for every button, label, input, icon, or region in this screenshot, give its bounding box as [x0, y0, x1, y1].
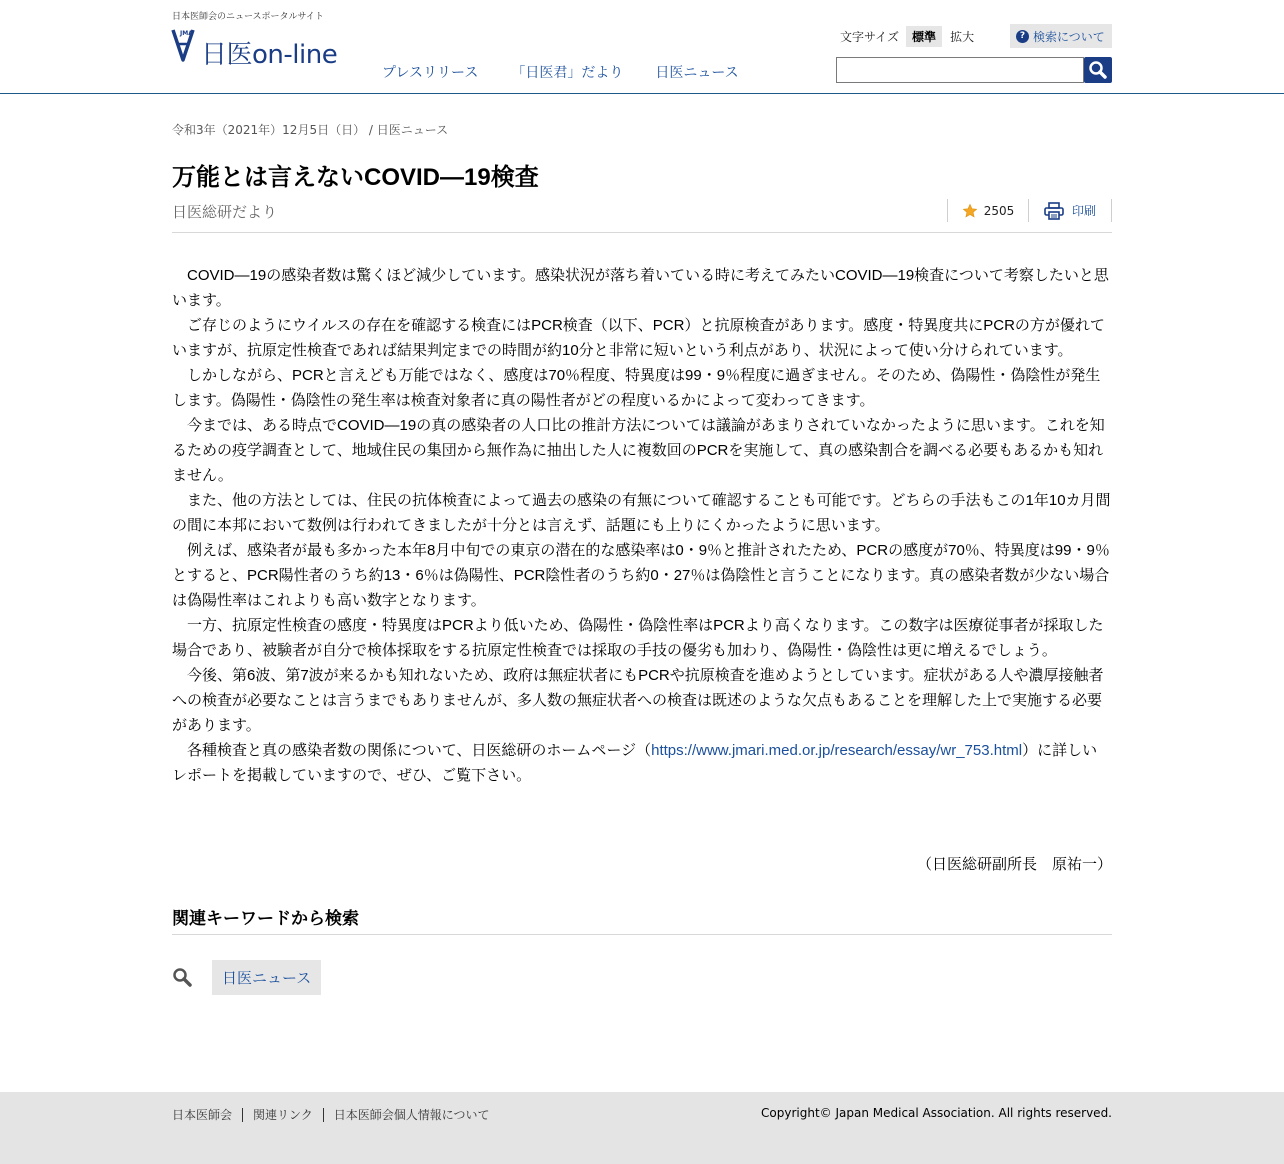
svg-text:JMA: JMA	[180, 30, 193, 37]
jma-logo-icon	[171, 26, 201, 66]
article-title: 万能とは言えないCOVID―19検査	[172, 164, 539, 191]
article-paragraph	[172, 738, 1112, 788]
font-size-standard-button[interactable]: 標準	[906, 26, 942, 47]
footer-links	[172, 1106, 490, 1123]
nav-press-release[interactable]: プレスリリース	[382, 65, 479, 81]
keyword-heading: 関連キーワードから検索	[172, 909, 359, 928]
search-button[interactable]	[1084, 57, 1112, 83]
article-category: 日医総研だより	[172, 203, 278, 221]
font-size-switcher	[840, 26, 974, 47]
article-body	[172, 263, 1112, 788]
article-meta	[947, 199, 1112, 222]
footer-link-privacy[interactable]: 日本医師会個人情報について	[333, 1108, 490, 1122]
search-input[interactable]	[837, 58, 1083, 82]
star-icon	[962, 203, 978, 219]
nav-nichii-news[interactable]: 日医ニュース	[655, 65, 739, 81]
article-paragraph: 例えば、感染者が最も多かった本年8月中旬での東京の潜在的な感染率は0・9％と推計されたため、PCRの感度が70％、特異度は99・9％とすると、PCR陽性者のうち約13・6％は偽陽性、PCR陰性者のうち約0・27％は偽陰性と言うことになります。真の感染者数が少ない場合は偽陽性率はこれよりも高い数字となります。	[172, 542, 1110, 609]
paragraph-text: ）に詳しいレポートを掲載していますので、ぜひ、ご覧下さい。	[172, 742, 1098, 784]
footer-divider	[323, 1108, 324, 1122]
search-help-link[interactable]	[1010, 24, 1112, 48]
footer-link-jma[interactable]: 日本医師会	[172, 1108, 233, 1122]
article-paragraph: 今後、第6波、第7波が来るかも知れないため、政府は無症状者にもPCRや抗原検査を進めようとしています。症状がある人や濃厚接触者への検査が必要なことは言うまでもありませんが、多人数の無症状者への検査は既述のような欠点もあることを理解した上で実施する必要があります。	[172, 667, 1104, 734]
printer-icon	[1044, 202, 1064, 220]
font-size-large-button[interactable]: 拡大	[950, 30, 975, 44]
article-paragraph: COVID―19の感染者数は驚くほど減少しています。感染状況が落ち着いている時に考えてみたいCOVID―19検査について考察したいと思います。	[172, 267, 1109, 309]
copyright: Copyright© Japan Medical Association. All rights reserved.	[761, 1106, 1112, 1120]
search-icon	[1084, 57, 1112, 83]
site-tagline: 日本医師会のニュースポータルサイト	[172, 12, 324, 22]
report-link[interactable]: https://www.jmari.med.or.jp/research/essay/wr_753.html	[651, 742, 1023, 759]
site-logo[interactable]	[171, 24, 343, 76]
question-icon: ?	[1016, 30, 1029, 43]
print-label: 印刷	[1071, 204, 1096, 218]
article-paragraph: ご存じのようにウイルスの存在を確認する検査にはPCR検査（以下、PCR）と抗原検査があります。感度・特異度共にPCRの方が優れていますが、抗原定性検査であれば結果判定までの時間が約10分と非常に短いという利点があり、状況によって使い分けられています。	[172, 317, 1105, 359]
article-paragraph: 一方、抗原定性検査の感度・特異度はPCRより低いため、偽陽性・偽陰性率はPCRより高くなります。この数字は医療従事者が採取した場合であり、被験者が自分で検体採取をする抗原定性検査では採取の手技の優劣も加わり、偽陽性・偽陰性は更に増えるでしょう。	[172, 617, 1104, 659]
keyword-tag[interactable]: 日医ニュース	[212, 960, 321, 995]
logo-wordmark: 日医on-line	[201, 40, 338, 70]
footer-link-related[interactable]: 関連リンク	[253, 1108, 313, 1122]
article-paragraph: また、他の方法としては、住民の抗体検査によって過去の感染の有無について確認することも可能です。どちらの手法もこの1年10カ月間の間に本邦において数例は行われてきましたが十分とは言えず、話題にも上りにくかったように思います。	[172, 492, 1111, 534]
search-icon	[172, 967, 192, 987]
print-button[interactable]	[1029, 202, 1111, 220]
main-nav	[382, 62, 739, 82]
article-paragraph: 今までは、ある時点でCOVID―19の真の感染者の人口比の推計方法については議論があまりされていなかったように思います。これを知るための疫学調査として、地域住民の集団から無作為に抽出した人に複数回のPCRを実施して、真の感染割合を調べる必要もあるかも知れません。	[172, 417, 1105, 484]
search-box	[836, 57, 1084, 83]
article-signature: （日医総研副所長 原祐一）	[916, 856, 1112, 873]
article-date-line: 令和3年（2021年）12月5日（日） / 日医ニュース	[172, 123, 449, 137]
star-count-value: 2505	[983, 203, 1015, 218]
footer-divider	[242, 1108, 243, 1122]
site-footer	[0, 1092, 1284, 1164]
meta-divider	[1111, 199, 1112, 222]
paragraph-text: 各種検査と真の感染者数の関係について、日医総研のホームページ（	[187, 742, 652, 759]
site-header	[0, 0, 1284, 94]
star-count[interactable]	[948, 203, 1028, 219]
nav-nichii-kun[interactable]: 「日医君」だより	[511, 65, 624, 81]
font-size-label: 文字サイズ	[840, 30, 900, 44]
search-help-label: 検索について	[1033, 29, 1105, 44]
article-paragraph: しかしながら、PCRと言えども万能ではなく、感度は70％程度、特異度は99・9％程度に過ぎません。そのため、偽陽性・偽陰性が発生します。偽陽性・偽陰性の発生率は検査対象者に真の陽性者がどの程度いるかによって変わってきます。	[172, 367, 1101, 409]
divider	[172, 934, 1112, 935]
divider	[172, 232, 1112, 233]
